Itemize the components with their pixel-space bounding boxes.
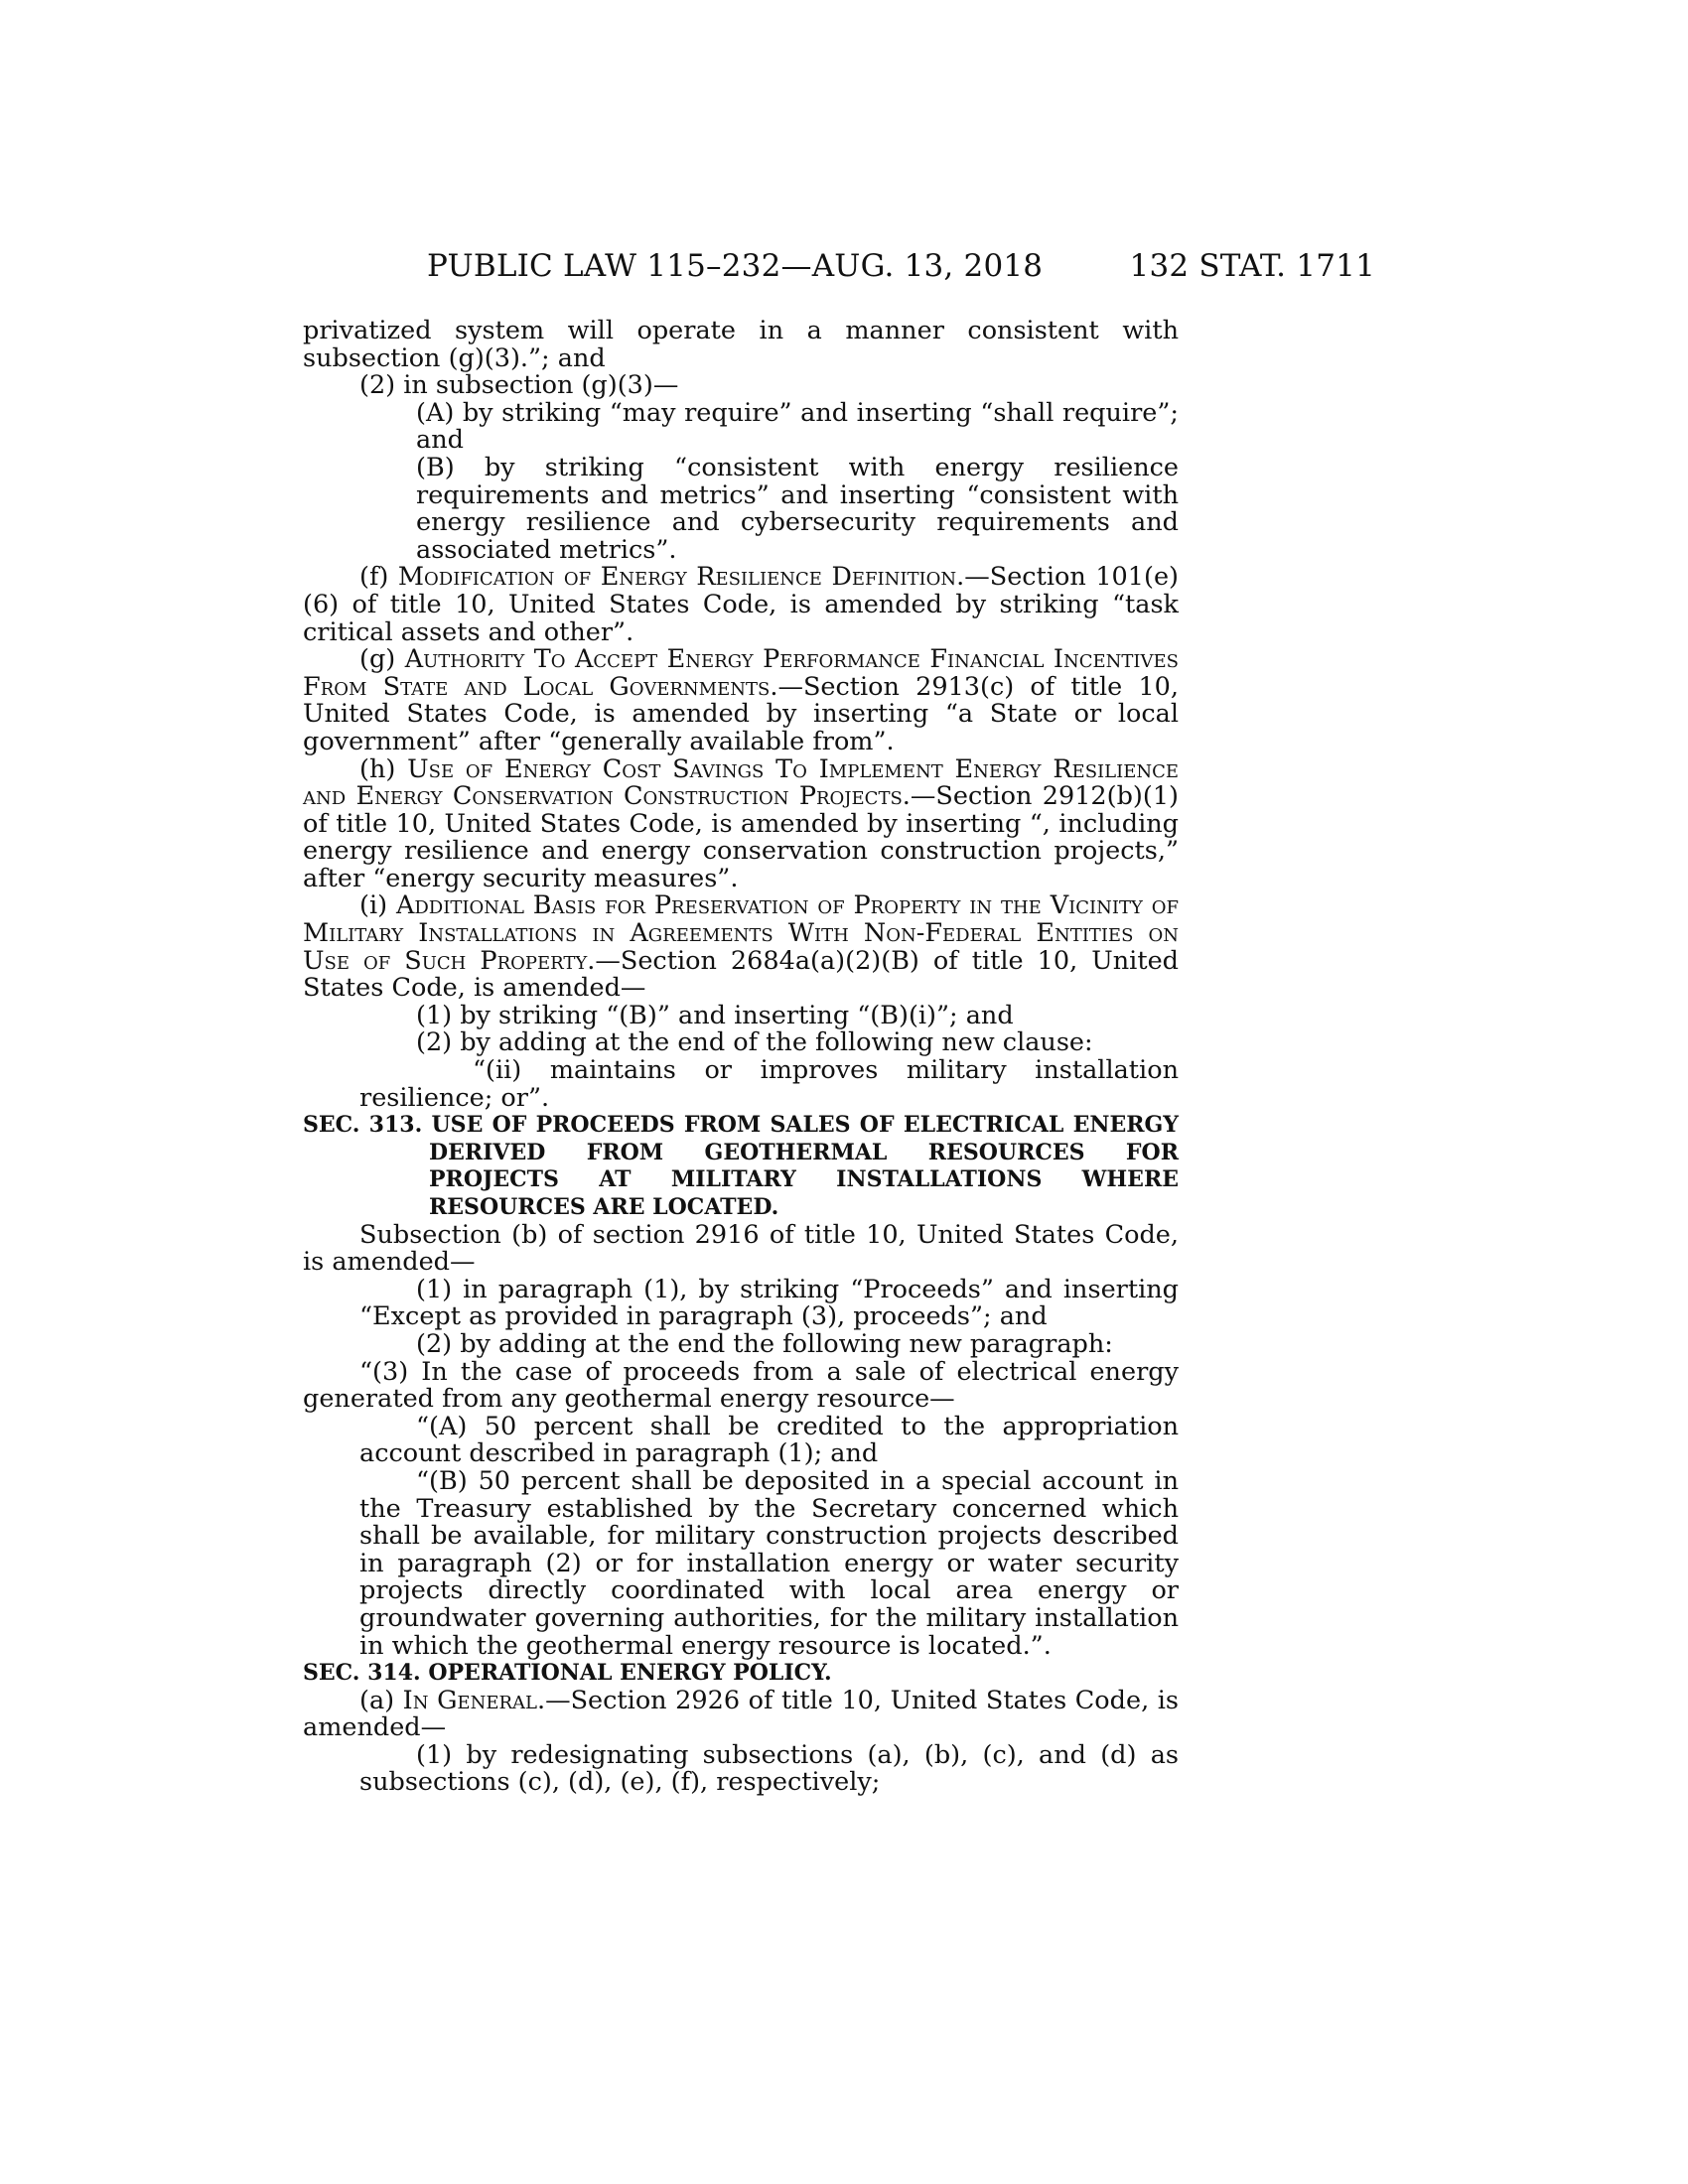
section-313-heading xyxy=(303,1112,1179,1221)
section-314-heading xyxy=(303,1660,1179,1688)
section-314-a-label: (a) xyxy=(359,1685,403,1715)
section-314-a-heading: In General. xyxy=(402,1685,546,1715)
body-text xyxy=(303,318,1179,1797)
paragraph-subclause-b: (B) by striking “consistent with energy resilience requirements and metrics” and inserting “consistent with energy resilience and cybersecurity requirements and associated metrics”. xyxy=(416,452,1179,565)
subsection-f xyxy=(303,564,1179,646)
subsection-f-heading: Modification of Energy Resilience Definition. xyxy=(397,562,965,593)
subsection-g xyxy=(303,646,1179,755)
section-314-number: SEC. 314. xyxy=(303,1660,429,1687)
section-314-a-text: —Section 2926 of title 10, United States Code, is amended— xyxy=(303,1685,1179,1743)
paragraph-continuation: privatized system will operate in a manner consistent with subsection (g)(3).”; and xyxy=(303,316,1179,373)
subsection-i-heading: Additional Basis for Preservation of Property in the Vicinity of Military Installations in Agreements With Non-Federal Entities on Use of Such Property. xyxy=(303,890,1179,976)
subsection-g-heading: Authority To Accept Energy Performance Financial Incentives From State and Local Governments. xyxy=(303,644,1179,702)
subclause-a-text: (A) by striking “may require” and inserting “shall require”; and xyxy=(416,397,1179,456)
subsection-h-heading: Use of Energy Cost Savings To Implement Energy Resilience and Energy Conservation Construction Projects. xyxy=(303,753,1179,812)
section-313-intro: Subsection (b) of section 2916 of title 10, United States Code, is amended— xyxy=(303,1219,1179,1278)
subsection-f-text: —Section 101(e)(6) of title 10, United States Code, is amended by striking “task critical assets and other”. xyxy=(303,562,1179,647)
section-313-subparagraph-a: “(A) 50 percent shall be credited to the appropriation account described in paragraph (1); and xyxy=(359,1411,1179,1469)
subsection-g-text: —Section 2913(c) of title 10, United States Code, is amended by inserting “a State or local government” after “generally available from”. xyxy=(303,671,1179,756)
subsection-h-text: —Section 2912(b)(1) of title 10, United States Code, is amended by inserting “, including energy resilience and energy conservation construction projects,” after “energy security measures”. xyxy=(303,781,1179,893)
subsection-f-label: (f) xyxy=(359,562,398,593)
section-313-subparagraph-b: “(B) 50 percent shall be deposited in a special account in the Treasury established by the Secretary concerned which shall be available, for military construction projects described in paragraph (2) or for installation energy or water security projects directly coordinated with local area energy or groundwater governing authorities, for the military installation in which the geothermal energy resource is located.”. xyxy=(359,1465,1179,1661)
section-313-title: USE OF PROCEEDS FROM SALES OF ELECTRICAL ENERGY DERIVED FROM GEOTHERMAL RESOURCES FOR PROJECTS AT MILITARY INSTALLATIONS WHERE RESOURCES ARE LOCATED. xyxy=(429,1112,1179,1220)
page-folio: 132 STAT. 1711 xyxy=(1129,248,1375,284)
section-314-subsection-a xyxy=(303,1685,1179,1743)
paragraph-i-clause-2: (2) by adding at the end of the following new clause: xyxy=(416,1027,1093,1058)
subsection-i-label: (i) xyxy=(359,890,396,921)
section-313-clause-2: (2) by adding at the end the following new paragraph: xyxy=(416,1328,1113,1359)
header-title: PUBLIC LAW 115–232—AUG. 13, 2018 xyxy=(427,248,1044,284)
section-314-clause-1: (1) by redesignating subsections (a), (b), (c), and (d) as subsections (c), (d), (e), (f), respectively; xyxy=(359,1739,1179,1798)
subsection-h-label: (h) xyxy=(359,753,408,784)
section-314-title: OPERATIONAL ENERGY POLICY. xyxy=(428,1660,832,1687)
subsection-h xyxy=(303,753,1179,893)
section-313-number: SEC. 313. xyxy=(303,1112,432,1139)
subsection-i xyxy=(303,892,1179,1002)
section-313-new-paragraph-3: “(3) In the case of proceeds from a sale of electrical energy generated from any geothermal energy resource— xyxy=(303,1356,1179,1415)
subsection-g-label: (g) xyxy=(359,644,405,675)
paragraph-subclause-a xyxy=(303,397,1179,456)
paragraph-clause-2: (2) in subsection (g)(3)— xyxy=(359,370,679,401)
subsection-i-text: —Section 2684a(a)(2)(B) of title 10, United States Code, is amended— xyxy=(303,945,1179,1004)
paragraph-i-clause-1: (1) by striking “(B)” and inserting “(B)(i)”; and xyxy=(416,1000,1014,1030)
paragraph-i-clause-ii: “(ii) maintains or improves military installation resilience; or”. xyxy=(359,1055,1179,1113)
section-313-clause-1: (1) in paragraph (1), by striking “Proceeds” and inserting “Except as provided in paragraph (3), proceeds”; and xyxy=(359,1274,1179,1332)
running-header xyxy=(427,246,1375,286)
